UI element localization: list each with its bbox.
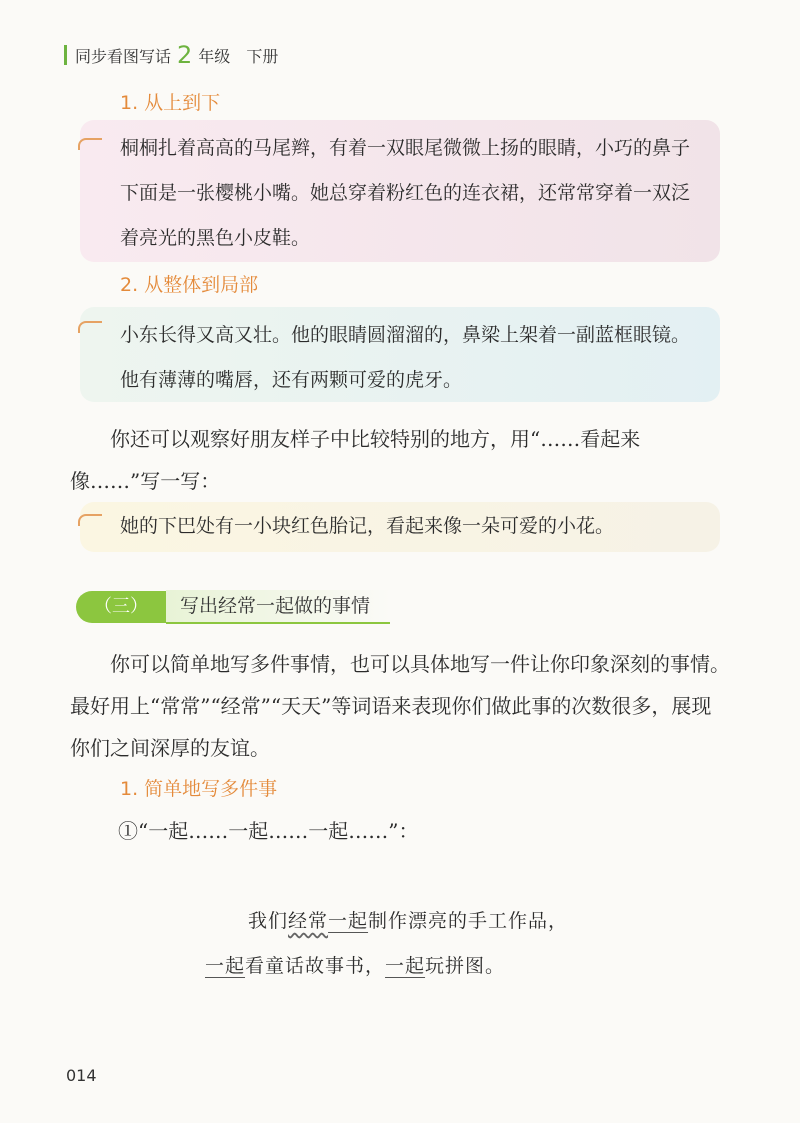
- method2-example-text: 小东长得又高又壮。他的眼睛圆溜溜的，鼻梁上架着一副蓝框眼镜。他有薄薄的嘴唇，还有两颗可爱的虎牙。: [120, 324, 691, 391]
- sample-text: 制作漂亮的手工作品，: [368, 910, 569, 932]
- subheading: 1. 简单地写多件事: [120, 778, 278, 800]
- method2-heading: 2. 从整体到局部: [120, 274, 259, 296]
- section-title: 写出经常一起做的事情: [166, 590, 390, 624]
- sample-line-2: [205, 951, 505, 978]
- method1-heading: 1. 从上到下: [120, 92, 221, 114]
- sample-line-1: [248, 906, 568, 933]
- method1-example-box: [80, 120, 720, 262]
- pattern-line: ①“一起……一起……一起……”：: [118, 819, 419, 843]
- running-header: [64, 40, 278, 70]
- method1-example-text: 桐桐扎着高高的马尾辫，有着一双眼尾微微上扬的眼睛，小巧的鼻子下面是一张樱桃小嘴。她总穿着粉红色的连衣裙，还常常穿着一双泛着亮光的黑色小皮鞋。: [120, 137, 691, 249]
- volume-label: 下册: [246, 46, 279, 66]
- sample-text: 我们: [248, 910, 289, 932]
- underlined-word: 一起: [328, 910, 369, 932]
- sample-text: 玩拼图。: [425, 955, 506, 977]
- tip-paragraph: 你还可以观察好朋友样子中比较特别的地方，用“……看起来像……”写一写：: [70, 427, 641, 493]
- page-number: 014: [66, 1066, 97, 1085]
- quote-hook-icon: [78, 138, 102, 150]
- section-number: （三）: [76, 591, 166, 623]
- section3-paragraph: 你可以简单地写多件事情，也可以具体地写一件让你印象深刻的事情。最好用上“常常”“经常”“天天”等词语来表现你们做此事的次数很多，展现你们之间深厚的友谊。: [70, 652, 730, 760]
- grade-number: 2: [177, 41, 193, 69]
- method2-example-box: [80, 307, 720, 402]
- wavy-underlined-word: 经常: [288, 910, 329, 932]
- example3-box: [80, 502, 720, 552]
- header-accent-bar: [64, 45, 67, 65]
- sample-text: 看童话故事书，: [245, 955, 386, 977]
- section-header: [76, 590, 390, 624]
- grade-label: 年级: [198, 46, 231, 66]
- underlined-word: 一起: [385, 955, 426, 977]
- quote-hook-icon: [78, 321, 102, 333]
- series-title: 同步看图写话: [75, 46, 172, 66]
- example3-text: 她的下巴处有一小块红色胎记，看起来像一朵可爱的小花。: [120, 515, 615, 537]
- quote-hook-icon: [78, 514, 102, 526]
- underlined-word: 一起: [205, 955, 246, 977]
